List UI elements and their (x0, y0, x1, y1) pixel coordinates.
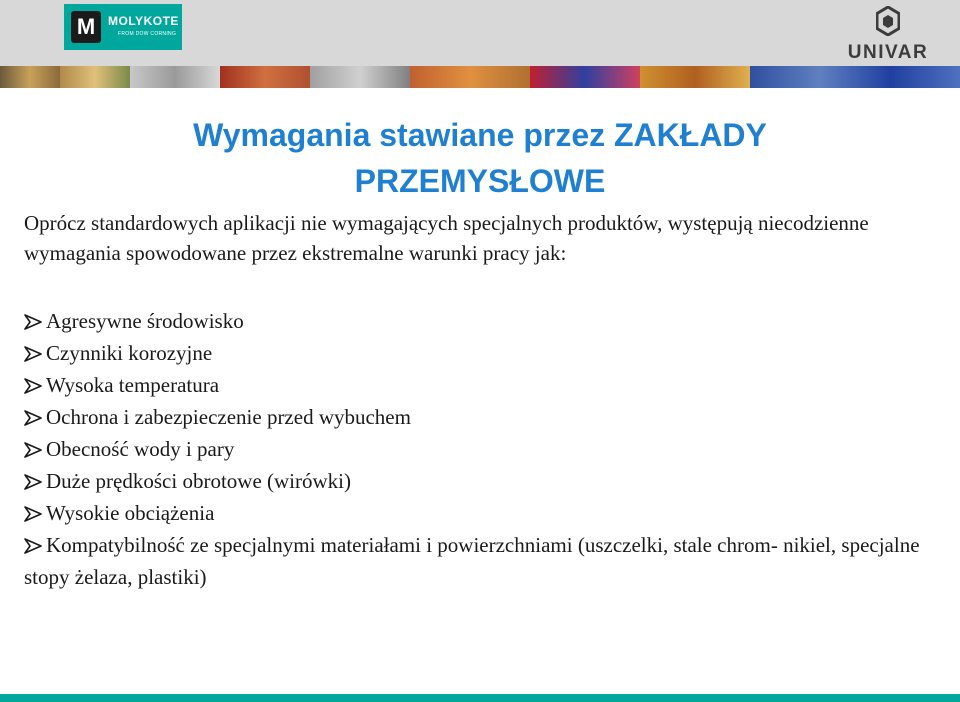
arrow-bullet-icon (24, 401, 46, 433)
molykote-logo (64, 4, 182, 50)
requirements-list (24, 305, 954, 593)
molykote-subtitle: FROM DOW CORNING (118, 31, 177, 37)
list-item-text: Agresywne środowisko (46, 309, 244, 333)
list-item (24, 465, 954, 497)
intro-paragraph: Oprócz standardowych aplikacji nie wymagających specjalnych produktów, występują niecodzienne wymagania spowodowane przez ekstremalne warunki pracy jak: (24, 211, 869, 265)
photo-tile (750, 66, 960, 88)
slide-title-line2: PRZEMYSŁOWE (354, 163, 606, 199)
univar-name: UNIVAR (847, 42, 929, 63)
list-item-text: Wysoka temperatura (46, 373, 220, 397)
list-item-text: Obecność wody i pary (46, 437, 235, 461)
slide-title (0, 112, 960, 204)
hexagon-logo-icon (876, 6, 900, 36)
photo-strip (0, 66, 960, 88)
list-item (24, 529, 954, 593)
photo-tile (310, 66, 410, 88)
list-item (24, 305, 954, 337)
list-item-text: Wysokie obciążenia (46, 501, 215, 525)
photo-tile (530, 66, 640, 88)
list-item-text: Kompatybilność ze specjalnymi materiałami i powierzchniami (uszczelki, stale chrom- nikiel, specjalne stopy żelaza, plastiki) (24, 533, 920, 589)
bottom-accent-bar (0, 694, 960, 702)
list-item (24, 401, 954, 433)
list-item (24, 369, 954, 401)
list-item (24, 433, 954, 465)
photo-tile (130, 66, 220, 88)
slide-title-line1: Wymagania stawiane przez ZAKŁADY (193, 117, 767, 153)
header-bar (0, 0, 960, 66)
list-item-text: Duże prędkości obrotowe (wirówki) (46, 469, 351, 493)
arrow-bullet-icon (24, 465, 46, 497)
photo-tile (640, 66, 750, 88)
arrow-bullet-icon (24, 529, 46, 561)
arrow-bullet-icon (24, 305, 46, 337)
univar-logo (840, 6, 936, 62)
photo-tile (220, 66, 310, 88)
photo-tile (60, 66, 130, 88)
arrow-bullet-icon (24, 433, 46, 465)
list-item (24, 337, 954, 369)
molykote-m-mark (71, 11, 101, 43)
arrow-bullet-icon (24, 497, 46, 529)
photo-tile (410, 66, 530, 88)
molykote-m-letter: M (76, 14, 96, 39)
photo-tile (0, 66, 60, 88)
arrow-bullet-icon (24, 369, 46, 401)
list-item-text: Ochrona i zabezpieczenie przed wybuchem (46, 405, 411, 429)
molykote-name: MOLYKOTE (108, 14, 179, 28)
list-item-text: Czynniki korozyjne (46, 341, 213, 365)
arrow-bullet-icon (24, 337, 46, 369)
list-item (24, 497, 954, 529)
